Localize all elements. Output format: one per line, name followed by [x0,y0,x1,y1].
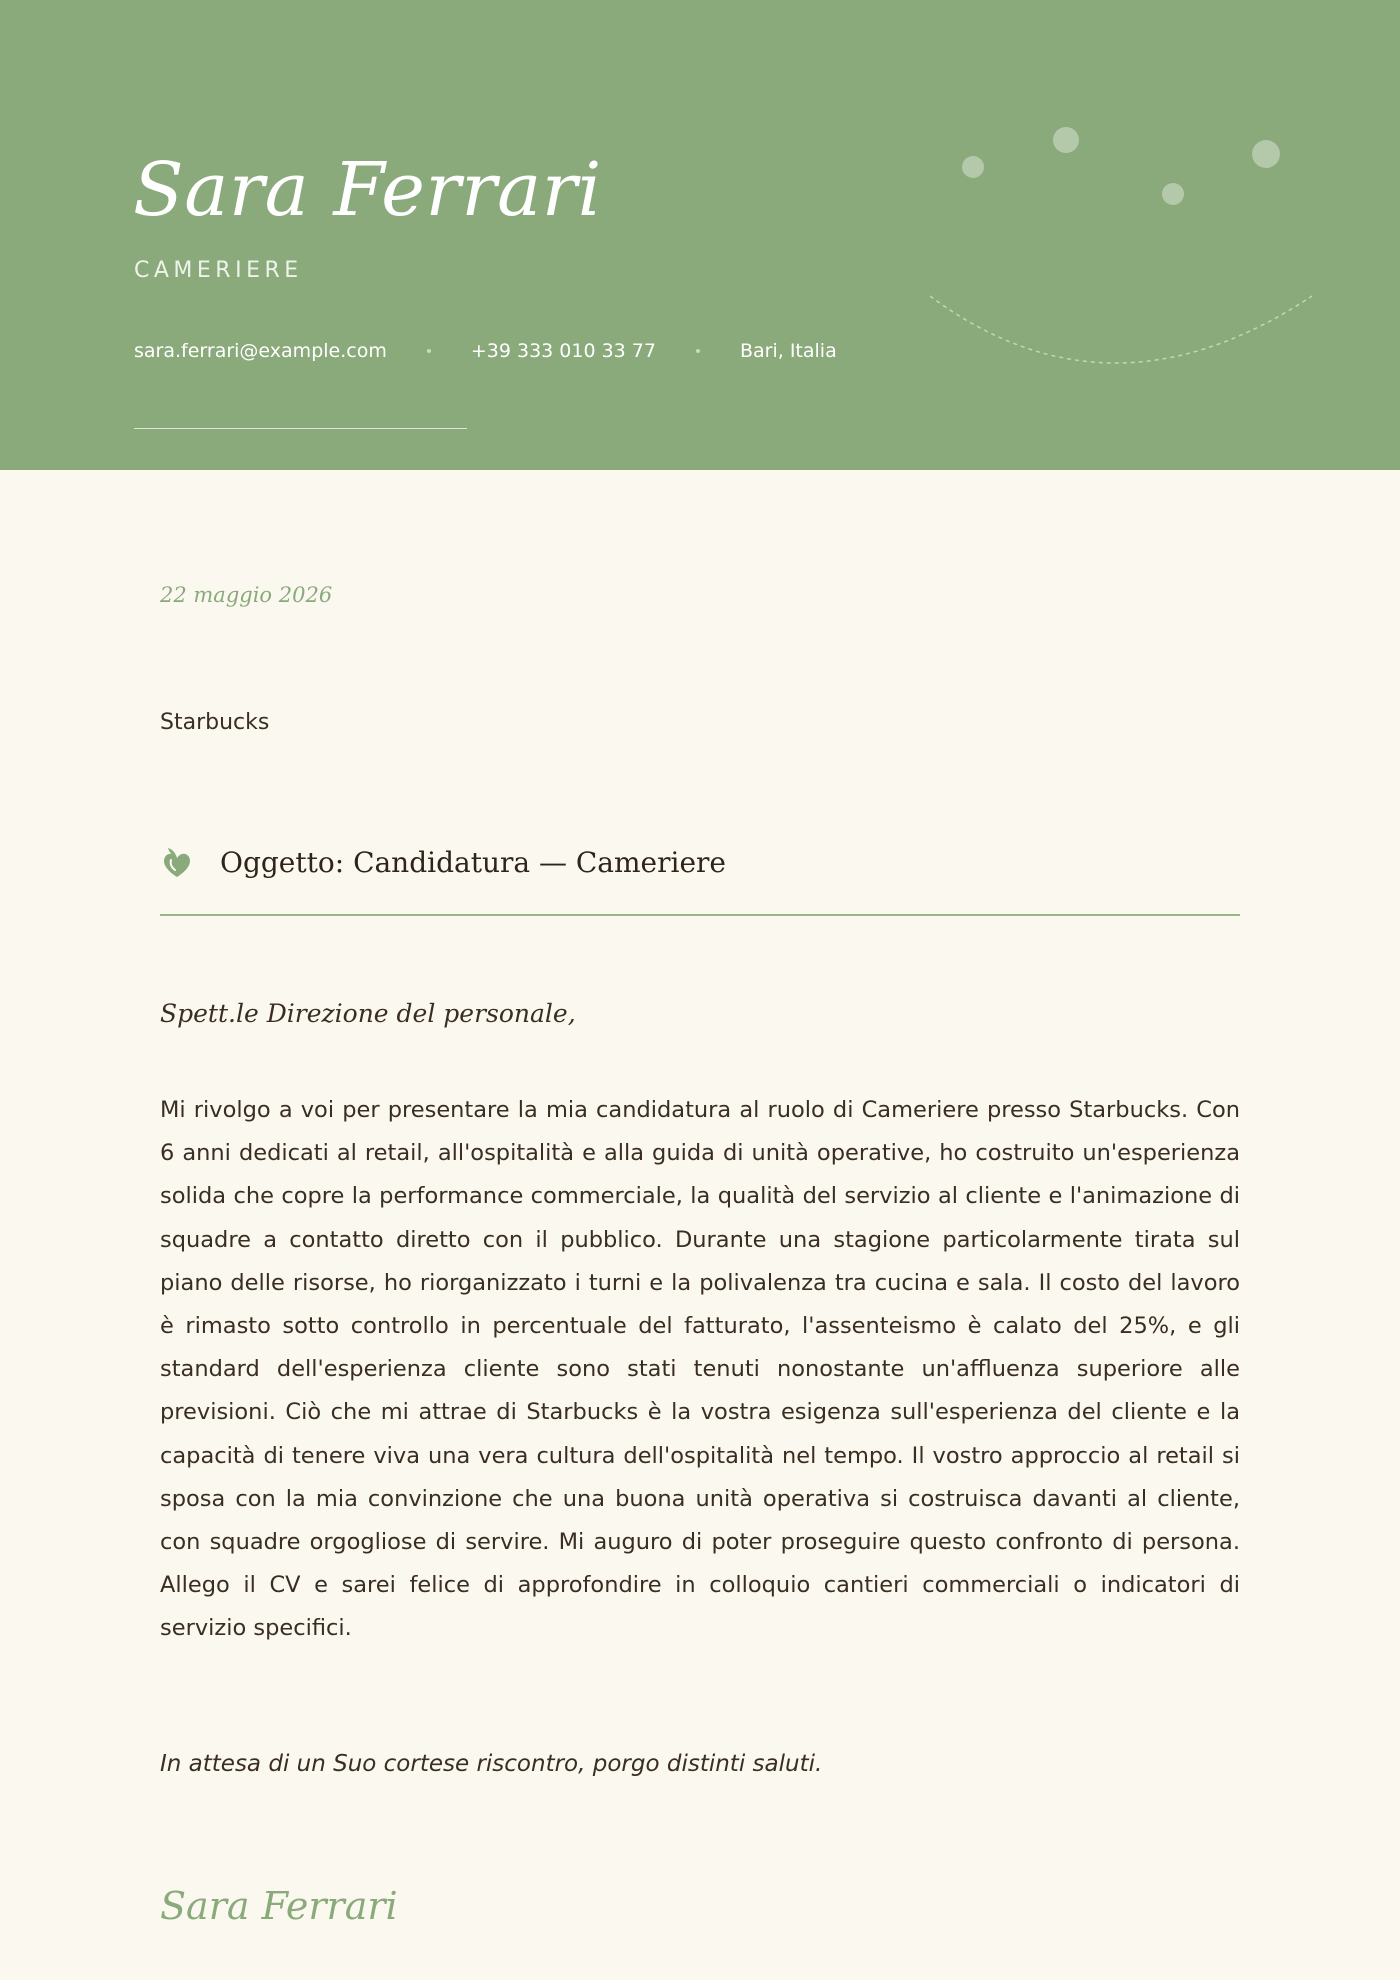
letter-date: 22 maggio 2026 [160,583,333,607]
separator-dot [696,349,700,353]
deco-dot [962,156,984,178]
separator-dot [427,349,431,353]
recipient-company: Starbucks [160,710,270,735]
deco-dot [1252,140,1280,168]
applicant-role: CAMERIERE [134,258,303,283]
subject-row [160,838,726,888]
letter-header [0,0,1400,470]
deco-dot [1053,127,1079,153]
contact-location: Bari, Italia [739,340,837,362]
contact-line [134,334,837,368]
applicant-name: Sara Ferrari [133,147,602,233]
header-divider [134,428,467,429]
subject-divider [160,914,1240,916]
letter-closing: In attesa di un Suo cortese riscontro, porgo distinti saluti. [160,1751,823,1777]
letter-signature: Sara Ferrari [160,1884,398,1928]
letter-body: Mi rivolgo a voi per presentare la mia candidatura al ruolo di Cameriere presso Starbucks. Con 6 anni dedicati al retail, all'ospitalità e alla guida di unità operative, ho costruito un'esperienza solida che copre la performance commerciale, la qualità del servizio al cliente e l'animazione di squadre a contatto diretto con il pubblico. Durante una stagione particolarmente tirata sul piano delle risorse, ho riorganizzato i turni e la polivalenza tra cucina e sala. Il costo del lavoro è rimasto sotto controllo in percentuale del fatturato, l'assenteismo è calato del 25%, e gli standard dell'esperienza cliente sono stati tenuti nonostante un'affluenza superiore alle previsioni. Ciò che mi attrae di Starbucks è la vostra esigenza sull'esperienza del cliente e la capacità di tenere viva una vera cultura dell'ospitalità nel tempo. Il vostro approccio al retail si sposa con la mia convinzione che una buona unità operativa si costruisca davanti al cliente, con squadre orgogliose di servire. Mi auguro di poter proseguire questo confronto di persona. Allego il CV e sarei felice di approfondire in colloquio cantieri commerciali o indicatori di servizio specifici. [160,1097,1240,1642]
letter-subject: Oggetto: Candidatura — Cameriere [220,846,726,879]
letter-salutation: Spett.le Direzione del personale, [160,999,576,1028]
deco-arc [930,296,1312,363]
heart-leaf-icon [160,846,194,880]
contact-phone[interactable]: +39 333 010 33 77 [470,340,656,362]
deco-dot [1162,183,1184,205]
contact-email[interactable]: sara.ferrari@example.com [134,340,387,362]
